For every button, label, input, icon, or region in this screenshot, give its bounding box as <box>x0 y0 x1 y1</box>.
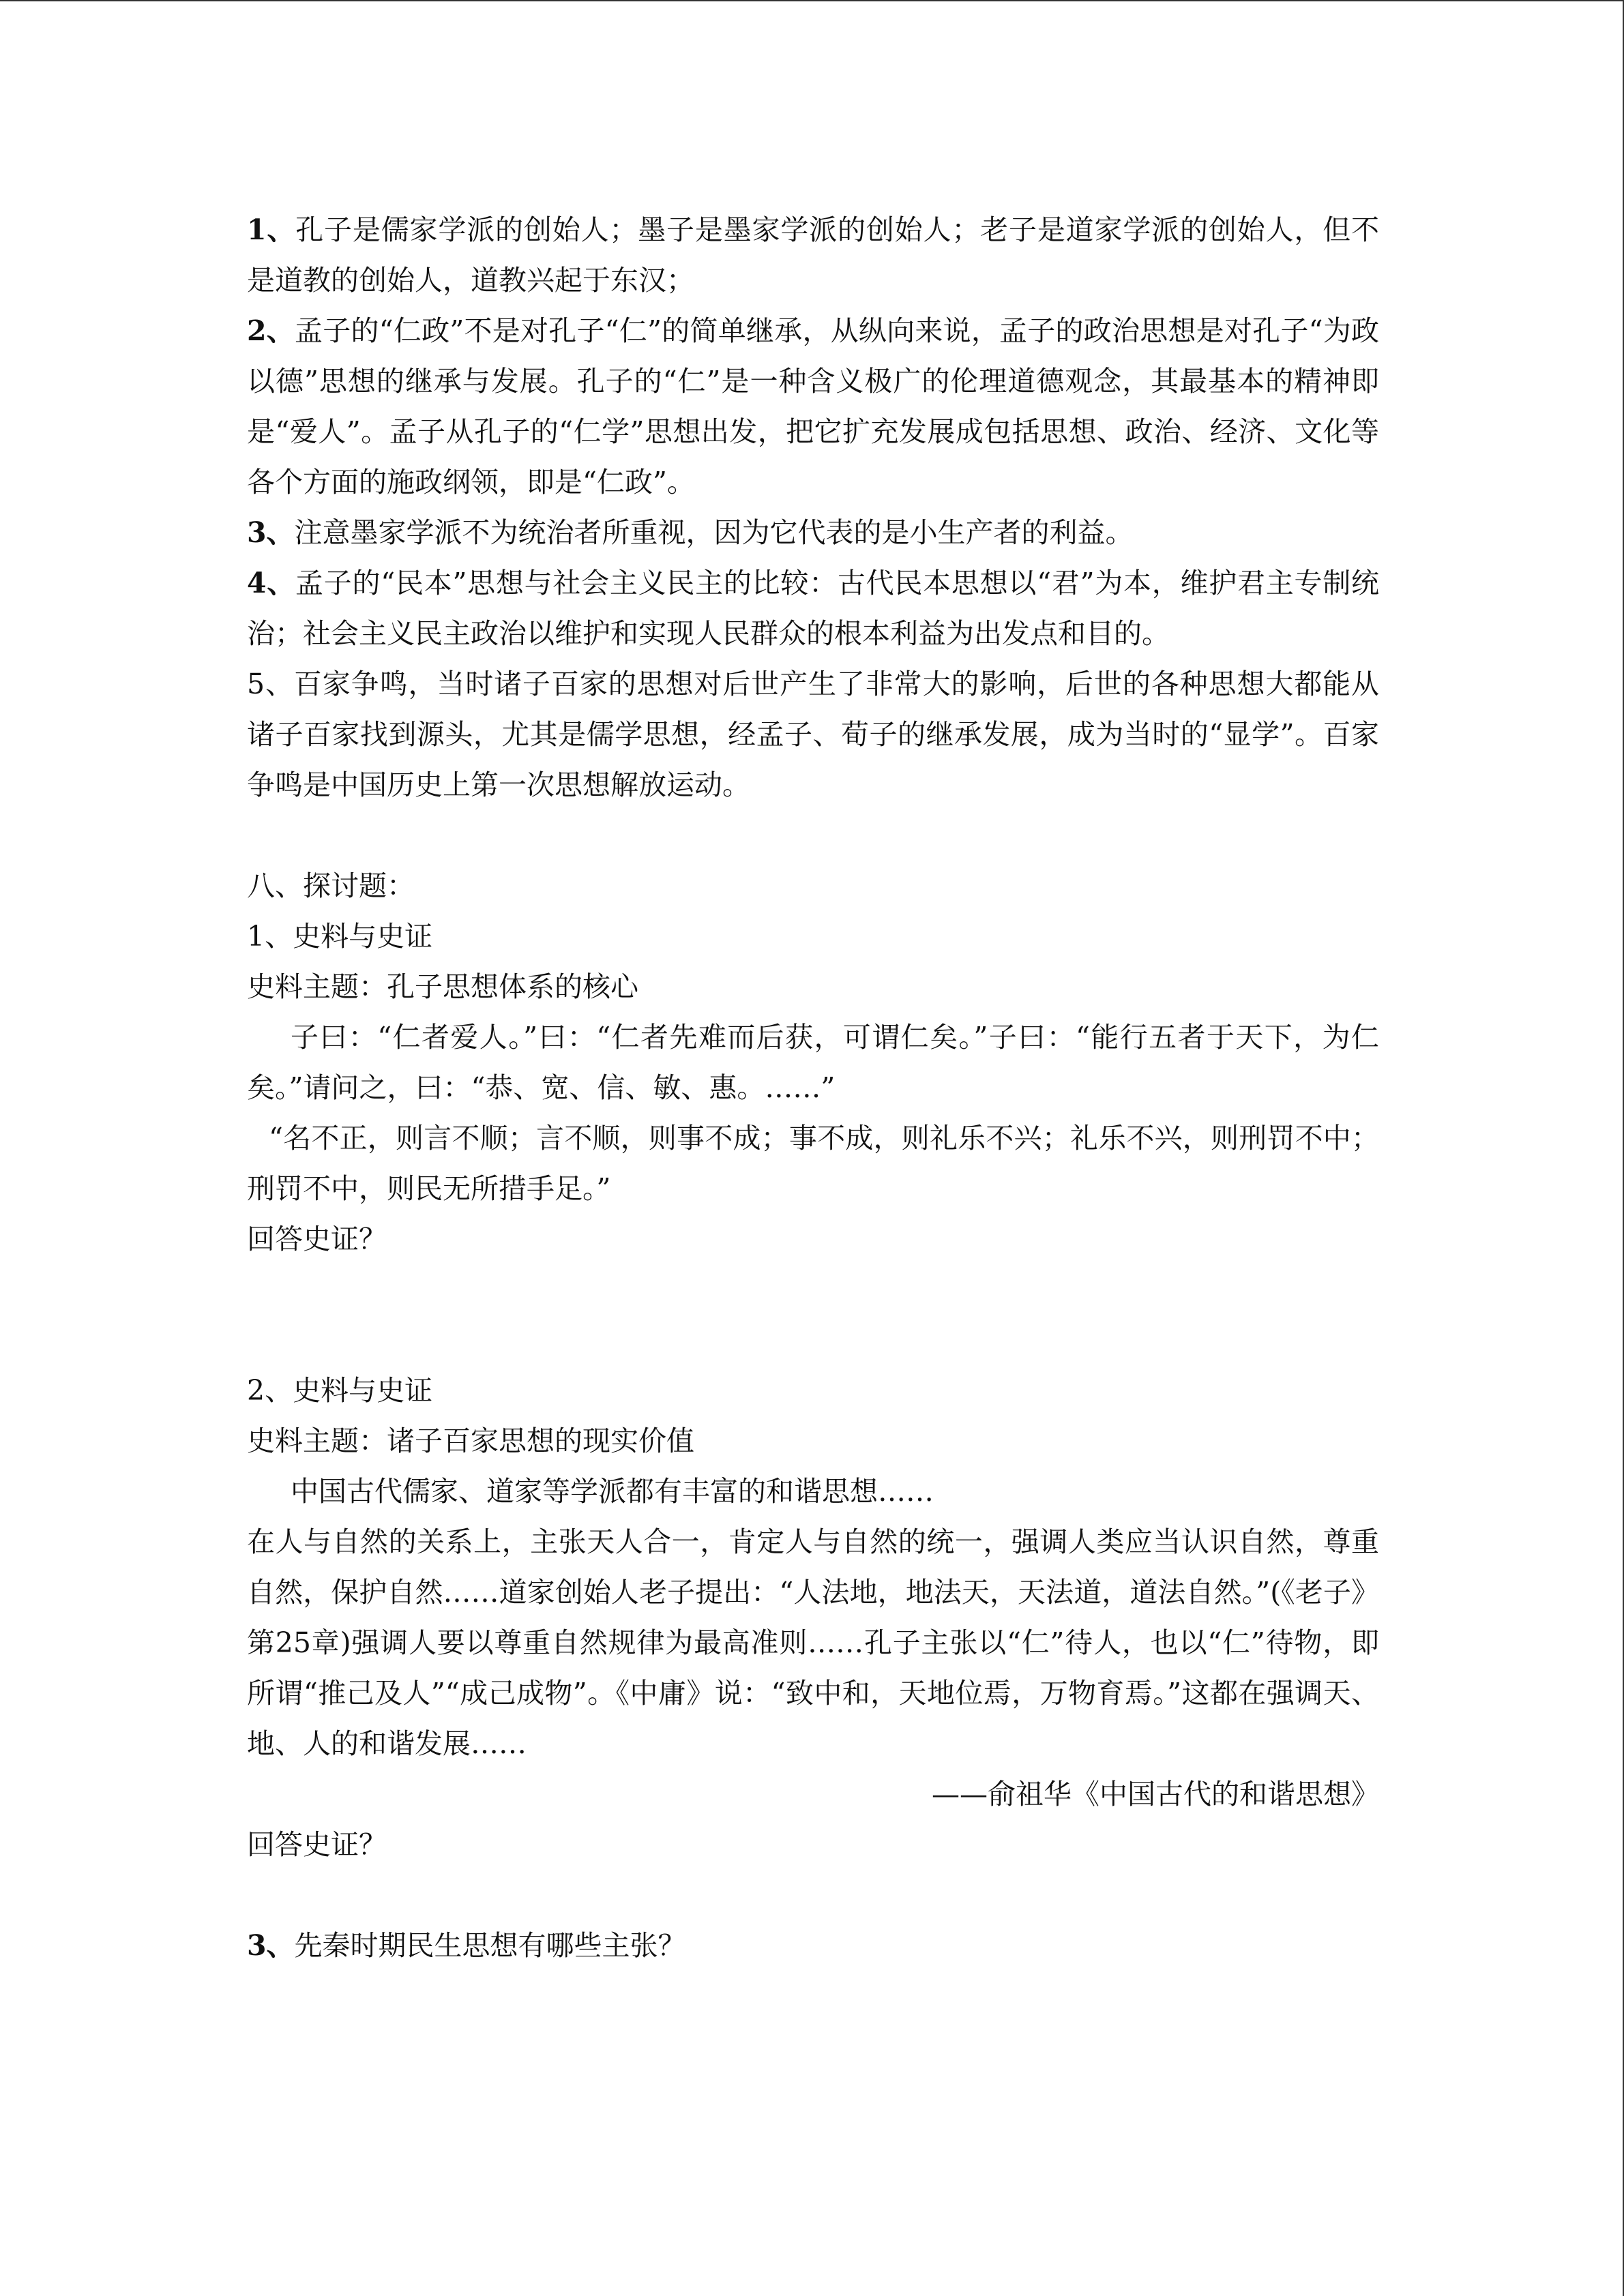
q1-theme: 史料主题：孔子思想体系的核心 <box>247 970 638 1003</box>
q3-text: 先秦时期民生思想有哪些主张？ <box>294 1929 686 1962</box>
note-number: 5、 <box>247 668 294 700</box>
q2-body: 在人与自然的关系上，主张天人合一，肯定人与自然的统一，强调人类应当认识自然，尊重自然，保护自然……道家创始人老子提出：“人法地，地法天，天法道，道法自然。”(《老子》第25章)强调人要以尊重自然规律为最高准则……孔子主张以“仁”待人，也以“仁”待物，即所谓“推己及人”“成己成物”。《中庸》说：“致中和，天地位焉，万物育焉。”这都在强调天、地、人的和谐发展…… <box>247 1525 1379 1760</box>
note-1 <box>247 205 1379 305</box>
spacer <box>247 1870 1379 1920</box>
q3 <box>247 1920 1379 1971</box>
note-2 <box>247 305 1379 507</box>
q2-heading: 2、史料与史证 <box>247 1374 433 1407</box>
q1-quote-1: 子曰：“仁者爱人。”曰：“仁者先难而后获，可谓仁矣。”子曰：“能行五者于天下，为仁矣。”请问之，曰：“恭、宽、信、敏、惠。……” <box>247 1021 1379 1104</box>
note-text: 孟子的“仁政”不是对孔子“仁”的简单继承，从纵向来说，孟子的政治思想是对孔子“为政以德”思想的继承与发展。孔子的“仁”是一种含义极广的伦理道德观念，其最基本的精神即是“爱人”。孟子从孔子的“仁学”思想出发，把它扩充发展成包括思想、政治、经济、文化等各个方面的施政纲领，即是“仁政”。 <box>247 314 1379 498</box>
note-number: 1、 <box>247 213 296 246</box>
note-text: 注意墨家学派不为统治者所重视，因为它代表的是小生产者的利益。 <box>294 516 1134 549</box>
q2-answer: 回答史证？ <box>247 1828 387 1861</box>
document-body <box>247 205 1379 1971</box>
note-text: 百家争鸣，当时诸子百家的思想对后世产生了非常大的影响，后世的各种思想大都能从诸子百家找到源头，尤其是儒学思想，经孟子、荀子的继承发展，成为当时的“显学”。百家争鸣是中国历史上第一次思想解放运动。 <box>247 668 1380 801</box>
q2-intro: 中国古代儒家、道家等学派都有丰富的和谐思想…… <box>291 1475 934 1508</box>
q3-number: 3、 <box>247 1929 295 1962</box>
q1-heading: 1、史料与史证 <box>247 920 433 953</box>
note-text: 孟子的“民本”思想与社会主义民主的比较：古代民本思想以“君”为本，维护君主专制统治；社会主义民主政治以维护和实现人民群众的根本利益为出发点和目的。 <box>247 567 1380 650</box>
q1-answer: 回答史证？ <box>247 1223 387 1255</box>
note-number: 2、 <box>247 314 295 347</box>
q2-source: ——俞祖华《中国古代的和谐思想》 <box>932 1778 1379 1810</box>
note-3 <box>247 507 1379 558</box>
spacer <box>247 1264 1379 1365</box>
note-5 <box>247 659 1379 810</box>
note-4 <box>247 558 1379 659</box>
q2-theme: 史料主题：诸子百家思想的现实价值 <box>247 1425 694 1457</box>
spacer <box>247 810 1379 861</box>
note-number: 3、 <box>247 516 295 549</box>
note-number: 4、 <box>247 567 296 599</box>
section-title: 八、探讨题： <box>247 869 415 902</box>
q1-quote-2: “名不正，则言不顺；言不顺，则事不成；事不成，则礼乐不兴；礼乐不兴，则刑罚不中；刑罚不中，则民无所措手足。” <box>247 1122 1379 1205</box>
note-text: 孔子是儒家学派的创始人；墨子是墨家学派的创始人；老子是道家学派的创始人，但不是道教的创始人，道教兴起于东汉； <box>247 213 1380 297</box>
